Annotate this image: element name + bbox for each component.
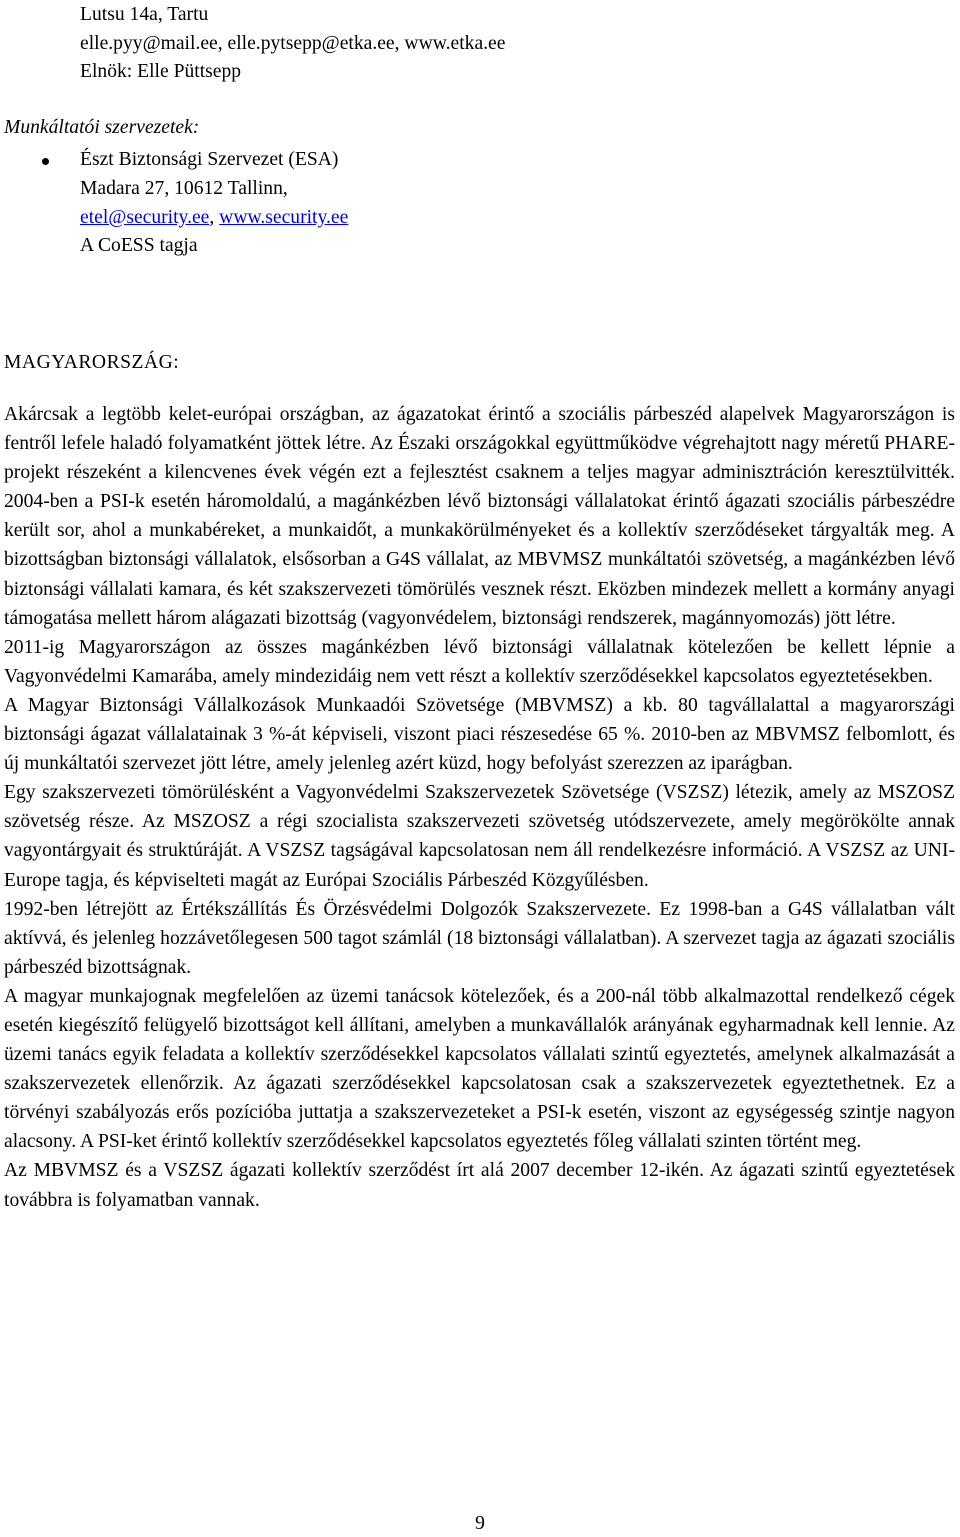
employer-org-address: Madara 27, 10612 Tallinn, xyxy=(80,178,288,199)
website-link[interactable]: www.security.ee xyxy=(219,207,349,228)
paragraph: 2011-ig Magyarországon az összes magánkézben lévő biztonsági vállalatnak kötelezően be kellett lépnie a Vagyonvédelmi Kamarába, amely mindezidáig nem vett részt a kollektív szerződésekkel kapcsolatos egyeztetésekben. xyxy=(4,636,955,687)
employer-membership: A CoESS tagja xyxy=(80,235,198,256)
paragraph: Az MBVMSZ és a VSZSZ ágazati kollektív szerződést írt alá 2007 december 12-ikén. Az ágazati szintű egyeztetések továbbra is folyamatban vannak. xyxy=(4,1160,955,1211)
employer-contact-line xyxy=(80,203,348,232)
header-chair: Elnök: Elle Püttsepp xyxy=(80,61,242,82)
paragraph: A Magyar Biztonsági Vállalkozások Munkaadói Szövetsége (MBVMSZ) a kb. 80 tagvállalattal a magyarországi biztonsági ágazat vállalatainak 3 %-át képviseli, viszont piaci részesedése 65 %. 2010-ben az MBVMSZ felbomlott, és új munkáltatói szervezet jött létre, amely jelenleg azért küzd, hogy befolyást szerezzen az iparágban. xyxy=(4,694,955,775)
employers-label: Munkáltatói szervezetek: xyxy=(4,117,200,138)
employer-org-name: Észt Biztonsági Szervezet (ESA) xyxy=(80,149,339,170)
paragraph: Egy szakszervezeti tömörülésként a Vagyonvédelmi Szakszervezetek Szövetsége (VSZSZ) létezik, amely az MSZOSZ szövetség része. Az MSZOSZ a régi szocialista szakszervezeti szövetség utódszervezete, amely megörökölte annak vagyontárgyait és struktúráját. A VSZSZ tagságával kapcsolatosan nem áll rendelkezésre információ. A VSZSZ az UNI-Europe tagja, és képviselteti magát az Európai Szociális Párbeszéd Közgyűlésben. xyxy=(4,782,955,891)
section-body xyxy=(4,400,955,1215)
bullet-icon xyxy=(42,158,49,165)
paragraph: Akárcsak a legtöbb kelet-európai országban, az ágazatokat érintő a szociális párbeszéd alapelvek Magyarországon is fentről lefele haladó folyamatként jöttek létre. Az Északi országokkal együttműködve végrehajtott nagy méretű PHARE-projekt részeként a kilencvenes évek végén ezt a fejlesztést csaknem a teljes magyar adminisztráción keresztülvitték. 2004-ben a PSI-k esetén háromoldalú, a magánkézben lévő biztonsági vállalatokat érintő ágazati szociális párbeszédre került sor, ahol a munkabéreket, a munkaidőt, a munkakörülményeket és a kollektív szerződéseket tárgyalták meg. A bizottságban biztonsági vállalatok, elsősorban a G4S vállalat, az MBVMSZ munkáltatói szövetség, a magánkézben lévő biztonsági vállalati kamara, és két szakszervezeti tömörülés vesznek részt. Eközben mindezek mellett a kormány anyagi támogatása mellett három alágazati bizottság (vagyonvédelem, biztonsági rendszerek, magánnyomozás) jött létre. xyxy=(4,404,955,629)
section-heading: MAGYARORSZÁG: xyxy=(4,352,180,373)
contact-separator: , xyxy=(209,207,220,228)
page-number: 9 xyxy=(475,1513,485,1534)
header-contacts: elle.pyy@mail.ee, elle.pytsepp@etka.ee, www.etka.ee xyxy=(80,33,506,54)
paragraph: A magyar munkajognak megfelelően az üzemi tanácsok kötelezőek, és a 200-nál több alkalmazottal rendelkező cégek esetén kiegészítő felügyelő bizottságot kell állítani, amelyben a munkavállalók arányának egyharmadnak kell lennie. Az üzemi tanács egyik feladata a kollektív szerződésekkel kapcsolatos vállalati szintű egyeztetés, amelynek alkalmazását a szakszervezetek ellenőrzik. Az ágazati szerződésekkel kapcsolatosan csak a szakszervezetek egyeztethetnek. Ez a törvényi szabályozás erős pozícióba juttatja a szakszervezeteket a PSI-k esetén, viszont az egységesség szintje nagyon alacsony. A PSI-ket érintő kollektív szerződésekkel kapcsolatos egyeztetés főleg vállalati szinten történt meg. xyxy=(4,985,955,1153)
email-link[interactable]: etel@security.ee xyxy=(80,207,210,228)
header-address: Lutsu 14a, Tartu xyxy=(80,4,209,25)
paragraph: 1992-ben létrejött az Értékszállítás És Örzésvédelmi Dolgozók Szakszervezete. Ez 1998-ban a G4S vállalatban vált aktívvá, és jelenleg hozzávetőlegesen 500 tagot számlál (18 biztonsági vállalatban). A szervezet tagja az ágazati szociális párbeszéd bizottságnak. xyxy=(4,898,955,978)
